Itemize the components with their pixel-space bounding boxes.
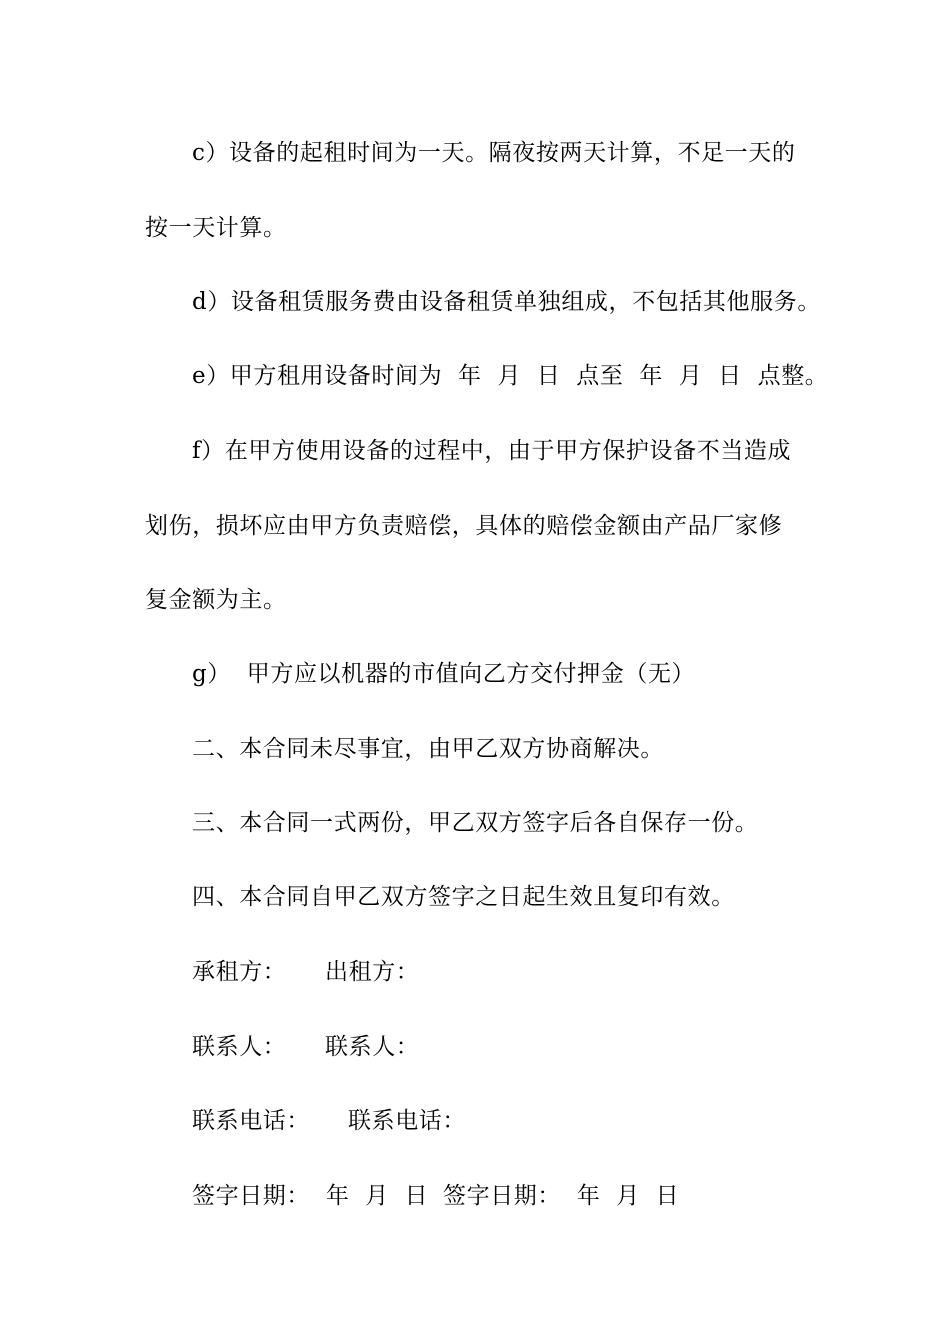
clause-d: d）设备租赁服务费由设备租赁单独组成，不包括其他服务。 — [192, 289, 821, 315]
clause-f-line1: f）在甲方使用设备的过程中，由于甲方保护设备不当造成 — [192, 438, 792, 464]
lessor-label: 出租方： — [325, 959, 420, 985]
clause-f-line2: 划伤，损坏应由甲方负责赔偿，具体的赔偿金额由产品厂家修 — [145, 513, 783, 539]
clause-e: e）甲方租用设备时间为 年 月 日 点至 年 月 日 点整。 — [192, 363, 829, 389]
phone-right-label: 联系电话： — [348, 1108, 466, 1134]
clause-c-line1: c）设备的起租时间为一天。隔夜按两天计算，不足一天的 — [192, 140, 796, 166]
lessee-label: 承租方： — [192, 959, 287, 985]
article-three: 三、本合同一式两份，甲乙双方签字后各自保存一份。 — [192, 810, 759, 836]
date-left-label: 签字日期： 年 月 日 — [192, 1183, 429, 1209]
clause-f-line3: 复金额为主。 — [145, 587, 287, 613]
date-right-label: 签字日期： 年 月 日 — [443, 1183, 680, 1209]
contact-right-label: 联系人： — [325, 1034, 420, 1060]
phone-left-label: 联系电话： — [192, 1108, 310, 1134]
clause-g: g） 甲方应以机器的市值向乙方交付押金（无） — [192, 661, 696, 687]
contact-left-label: 联系人： — [192, 1034, 287, 1060]
clause-c-line2: 按一天计算。 — [145, 215, 287, 241]
signature-date-row — [192, 1181, 680, 1301]
article-two: 二、本合同未尽事宜，由甲乙双方协商解决。 — [192, 736, 664, 762]
article-four: 四、本合同自甲乙双方签字之日起生效且复印有效。 — [192, 884, 735, 910]
